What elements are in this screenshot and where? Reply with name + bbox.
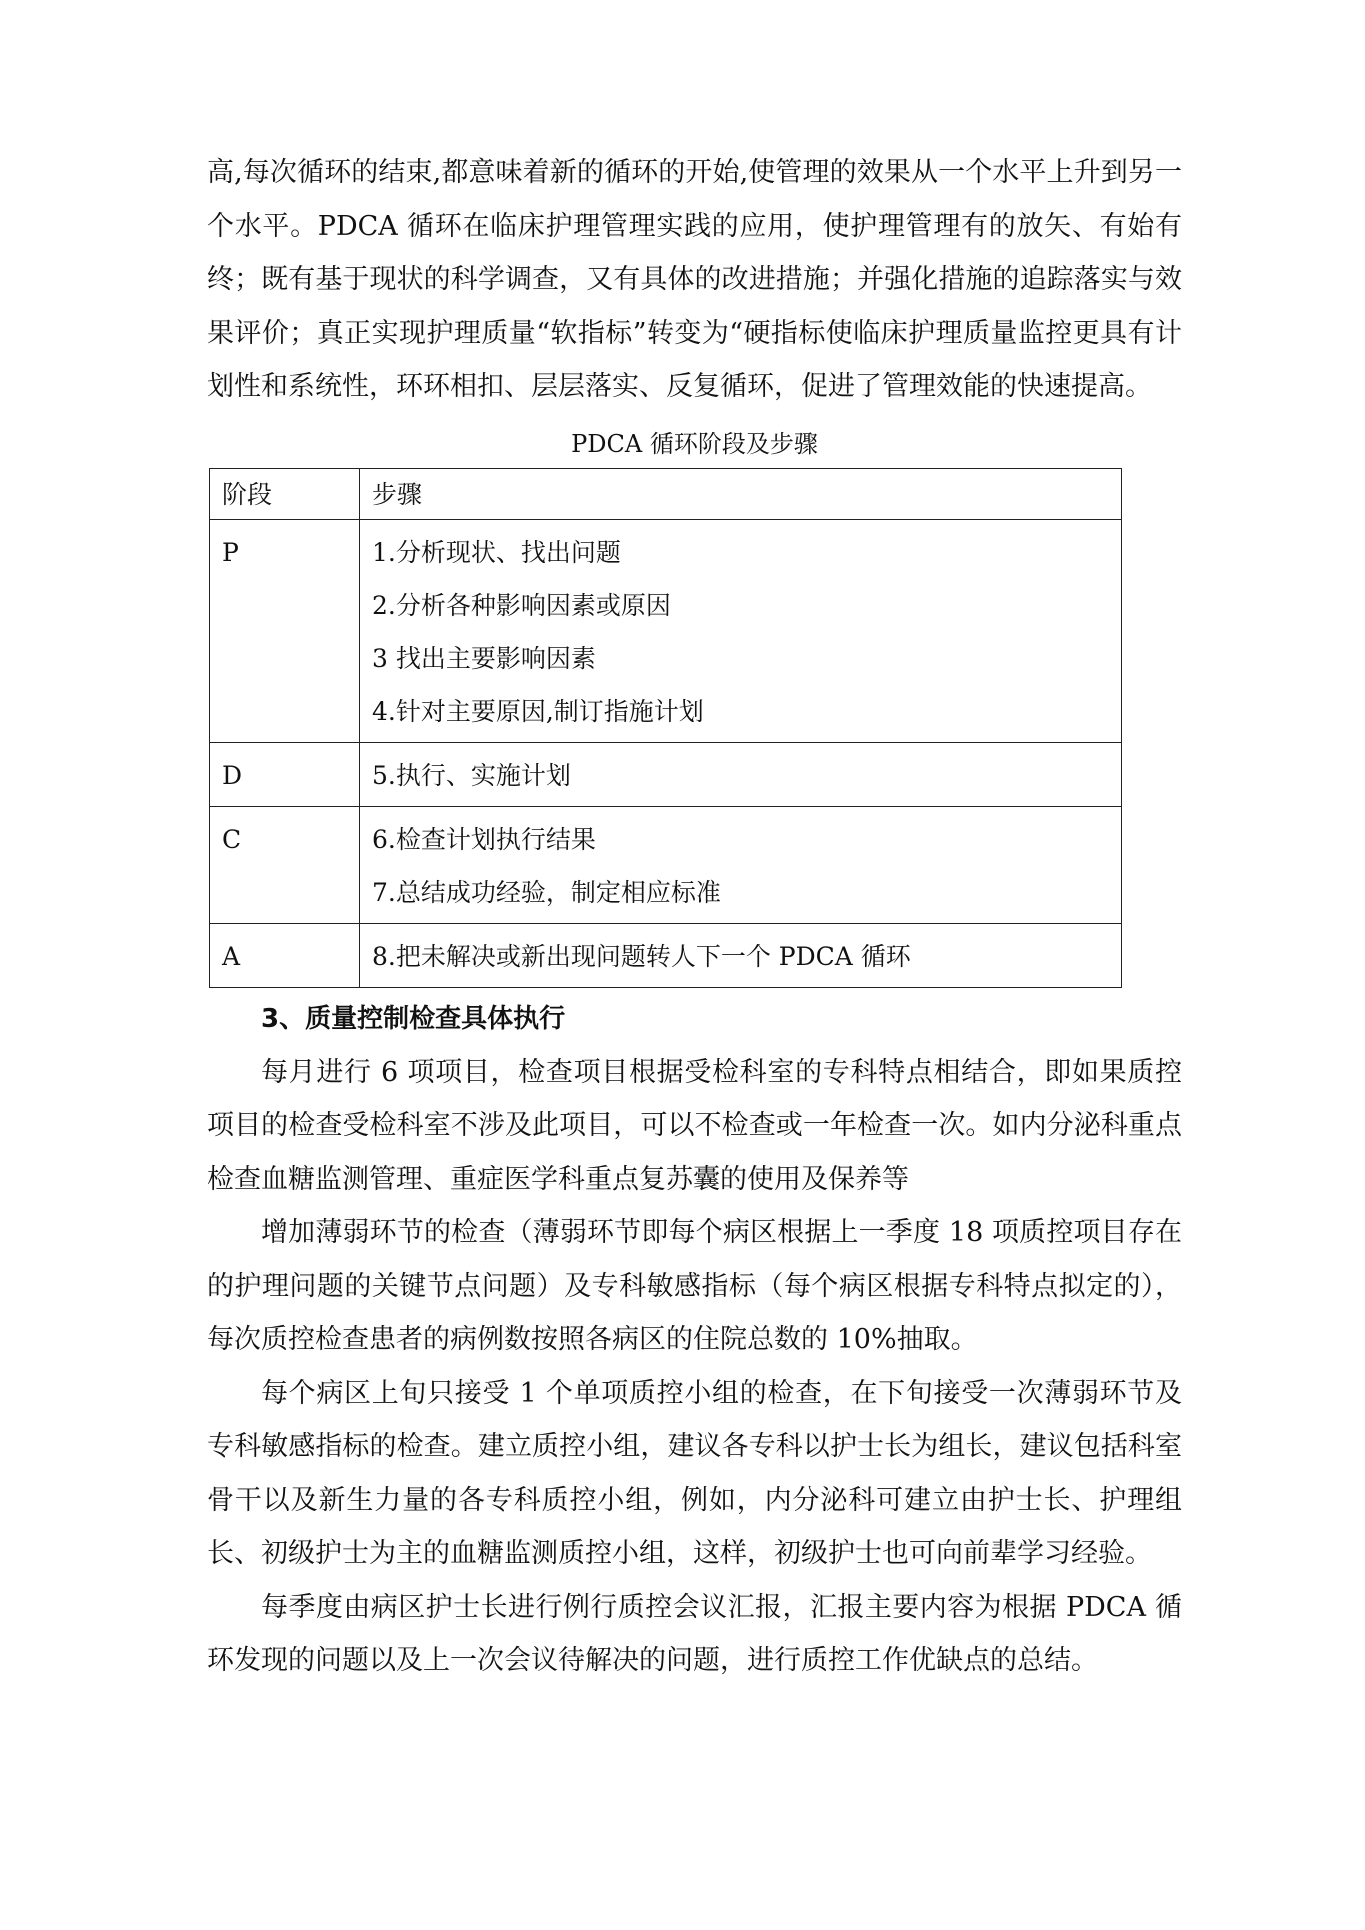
step-item: 8.把未解决或新出现问题转人下一个 PDCA 循环 (372, 941, 911, 971)
table-row (210, 806, 1122, 923)
steps-cell (360, 519, 1122, 742)
body-paragraph: 每个病区上旬只接受 1 个单项质控小组的检查，在下旬接受一次薄弱环节及专科敏感指标的检查。建立质控小组，建议各专科以护士长为组长，建议包括科室骨干以及新生力量的各专科质控小组，例如，内分泌科可建立由护士长、护理组长、初级护士为主的血糖监测质控小组，这样，初级护士也可向前辈学习经验。 (207, 1377, 1182, 1569)
step-item: 2.分析各种影响因素或原因 (372, 590, 671, 620)
body-paragraph: 每月进行 6 项项目，检查项目根据受检科室的专科特点相结合，即如果质控项目的检查受检科室不涉及此项目，可以不检查或一年检查一次。如内分泌科重点检查血糖监测管理、重症医学科重点复苏囊的使用及保养等 (207, 1056, 1182, 1195)
steps-cell (360, 742, 1122, 806)
stage-cell: P (222, 537, 239, 567)
step-item: 6.检查计划执行结果 (372, 824, 596, 854)
intro-paragraph: 高,每次循环的结束,都意味着新的循环的开始,使管理的效果从一个水平上升到另一个水平。PDCA 循环在临床护理管理实践的应用，使护理管理有的放矢、有始有终；既有基于现状的科学调查，又有具体的改进措施；并强化措施的追踪落实与效果评价；真正实现护理质量“软指标”转变为“硬指标使临床护理质量监控更具有计划性和系统性，环环相扣、层层落实、反复循环，促进了管理效能的快速提高。 (207, 157, 1182, 402)
pdca-table (209, 468, 1122, 988)
table-row (210, 923, 1122, 987)
body-paragraph: 增加薄弱环节的检查（薄弱环节即每个病区根据上一季度 18 项质控项目存在的护理问题的关键节点问题）及专科敏感指标（每个病区根据专科特点拟定的），每次质控检查患者的病例数按照各病区的住院总数的 10%抽取。 (207, 1217, 1182, 1355)
stage-cell: A (222, 941, 241, 971)
steps-cell (360, 923, 1122, 987)
table-row (210, 519, 1122, 742)
step-item: 7.总结成功经验，制定相应标准 (372, 877, 721, 907)
step-item: 5.执行、实施计划 (372, 760, 571, 790)
step-item: 4.针对主要原因,制订指施计划 (372, 696, 704, 726)
stage-cell: D (222, 760, 243, 790)
header-steps: 步骤 (360, 468, 1122, 519)
document-page (207, 146, 1182, 1688)
body-paragraph: 每季度由病区护士长进行例行质控会议汇报，汇报主要内容为根据 PDCA 循环发现的问题以及上一次会议待解决的问题，进行质控工作优缺点的总结。 (207, 1591, 1182, 1676)
table-header-row (210, 468, 1122, 519)
table-row (210, 742, 1122, 806)
section-heading: 3、质量控制检查具体执行 (261, 1003, 566, 1034)
header-stage: 阶段 (210, 468, 360, 519)
step-item: 1.分析现状、找出问题 (372, 537, 621, 567)
table-caption: PDCA 循环阶段及步骤 (571, 429, 818, 458)
steps-cell (360, 806, 1122, 923)
stage-cell: C (222, 824, 242, 854)
step-item: 3 找出主要影响因素 (372, 643, 596, 673)
